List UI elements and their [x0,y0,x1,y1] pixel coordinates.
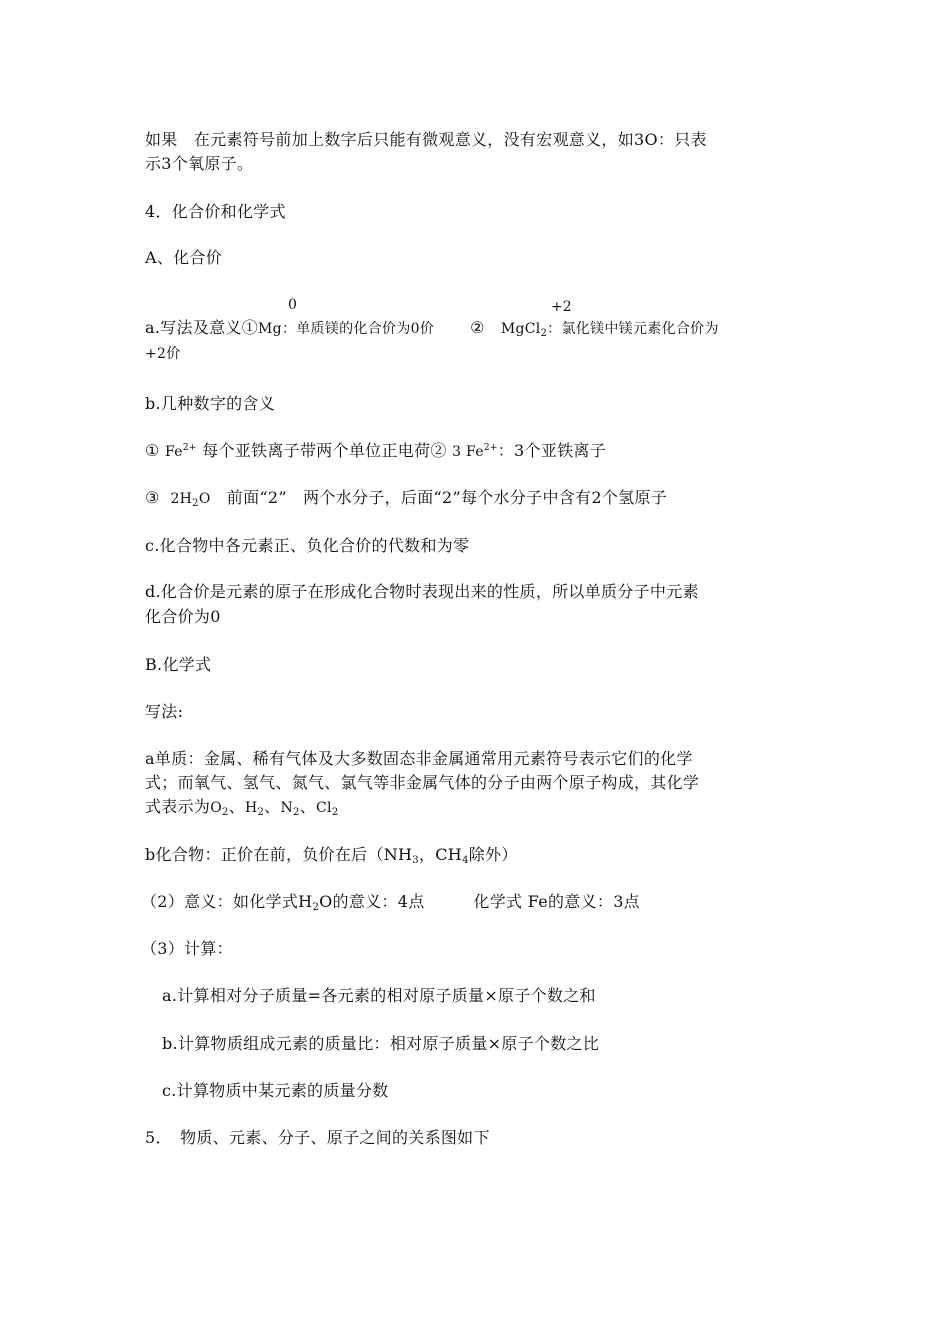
separator: 、 [264,797,281,816]
intro-line-1: 如果 在元素符号前加上数字后只能有微观意义，没有宏观意义，如3O：只表 [145,130,707,149]
section-b-heading: B.化学式 [145,655,212,674]
section-4-heading: 4．化合价和化学式 [145,202,286,221]
separator: 、 [299,797,317,816]
mg-symbol: Mg [258,321,282,337]
element-formula-line-1: a单质：金属、稀有气体及大多数固态非金属通常用元素符号表示它们的化学 [145,749,693,768]
circle-two: ② [470,318,485,337]
meaning-h2-subscript: 2 [312,902,320,913]
valence-writing-line [145,316,719,341]
ch4-subscript: 4 [462,855,469,866]
o2-symbol: O [210,800,222,816]
cl2-symbol: Cl [316,800,332,816]
n2-symbol: N [280,800,294,816]
number-meaning-heading: b.几种数字的含义 [145,394,276,413]
three-fe-symbol: 3 Fe [452,444,484,460]
compound-formula-line [145,843,518,867]
water-meaning-line [145,486,667,511]
separator: 、 [228,797,245,816]
calculation-a: a.计算相对分子质量=各元素的相对原子质量×原子个数之和 [162,986,596,1005]
meaning-post: O的意义：4点 化学式 Fe的意义：3点 [319,892,640,911]
section-5-heading: 5． 物质、元素、分子、原子之间的关系图如下 [145,1128,490,1147]
calculation-heading: （3）计算： [141,939,233,958]
h2-subscript: 2 [257,807,265,818]
fe-charge-description: 每个亚铁离子带两个单位正电荷② [202,441,447,460]
h2o-post: O [198,491,211,507]
nh3-subscript: 3 [412,855,419,866]
element-formula-line-3 [145,795,338,820]
h2o-subscript: 2 [192,498,199,509]
n2-subscript: 2 [293,807,300,818]
o2-subscript: 2 [221,807,229,818]
valence-sum-rule: c.化合物中各元素正、负化合价的代数和为零 [145,536,470,555]
calculation-c: c.计算物质中某元素的质量分数 [162,1081,389,1100]
valence-continuation: +2价 [145,346,181,362]
meaning-pre: （2）意义：如化学式H [141,892,313,911]
fe-charge: 2+ [182,443,197,453]
cl2-subscript: 2 [331,807,339,818]
valence-nature-line-1: d.化合价是元素的原子在形成化合物时表现出来的性质，所以单质分子中元素 [145,582,699,601]
writing-label: 写法: [145,702,184,721]
three-fe-charge: 2+ [483,443,498,453]
mgcl2-valence-mark: +2 [551,299,572,315]
calculation-b: b.计算物质组成元素的质量比：相对原子质量×原子个数之比 [162,1034,600,1053]
compound-mid: ，CH [418,845,463,864]
mg-description: ：单质镁的化合价为0价 [281,321,435,337]
mgcl-symbol: MgCl [500,321,541,337]
section-a-heading: A、化合价 [145,248,223,267]
compound-pre: b化合物：正价在前，负价在后（NH [145,845,413,864]
compound-post: 除外） [468,845,518,864]
mgcl-description: ：氯化镁中镁元素化合价为 [547,321,719,337]
valence-prefix: a.写法及意义① [145,318,259,337]
mg-valence-mark: 0 [288,297,297,313]
h2o-pre: 2H [170,491,193,507]
ion-meaning-line [145,439,606,464]
h2-symbol: H [244,800,258,816]
three-fe-description: ：3个亚铁离子 [497,441,607,460]
fe-symbol: Fe [165,444,183,460]
water-description: 前面“2” 两个水分子，后面“2”每个水分子中含有2个氢原子 [226,488,668,507]
formula-prefix: 式表示为 [145,797,211,816]
element-formula-line-2: 式；而氧气、氢气、氮气、氯气等非金属气体的分子由两个原子构成，其化学 [145,773,700,792]
formula-meaning-line [141,890,640,914]
valence-nature-line-2: 化合价为0 [145,607,221,626]
circle-one: ① [145,441,160,460]
mgcl-subscript: 2 [540,328,548,339]
circle-three: ③ [145,488,160,507]
intro-line-2: 示3个氧原子。 [145,154,254,173]
